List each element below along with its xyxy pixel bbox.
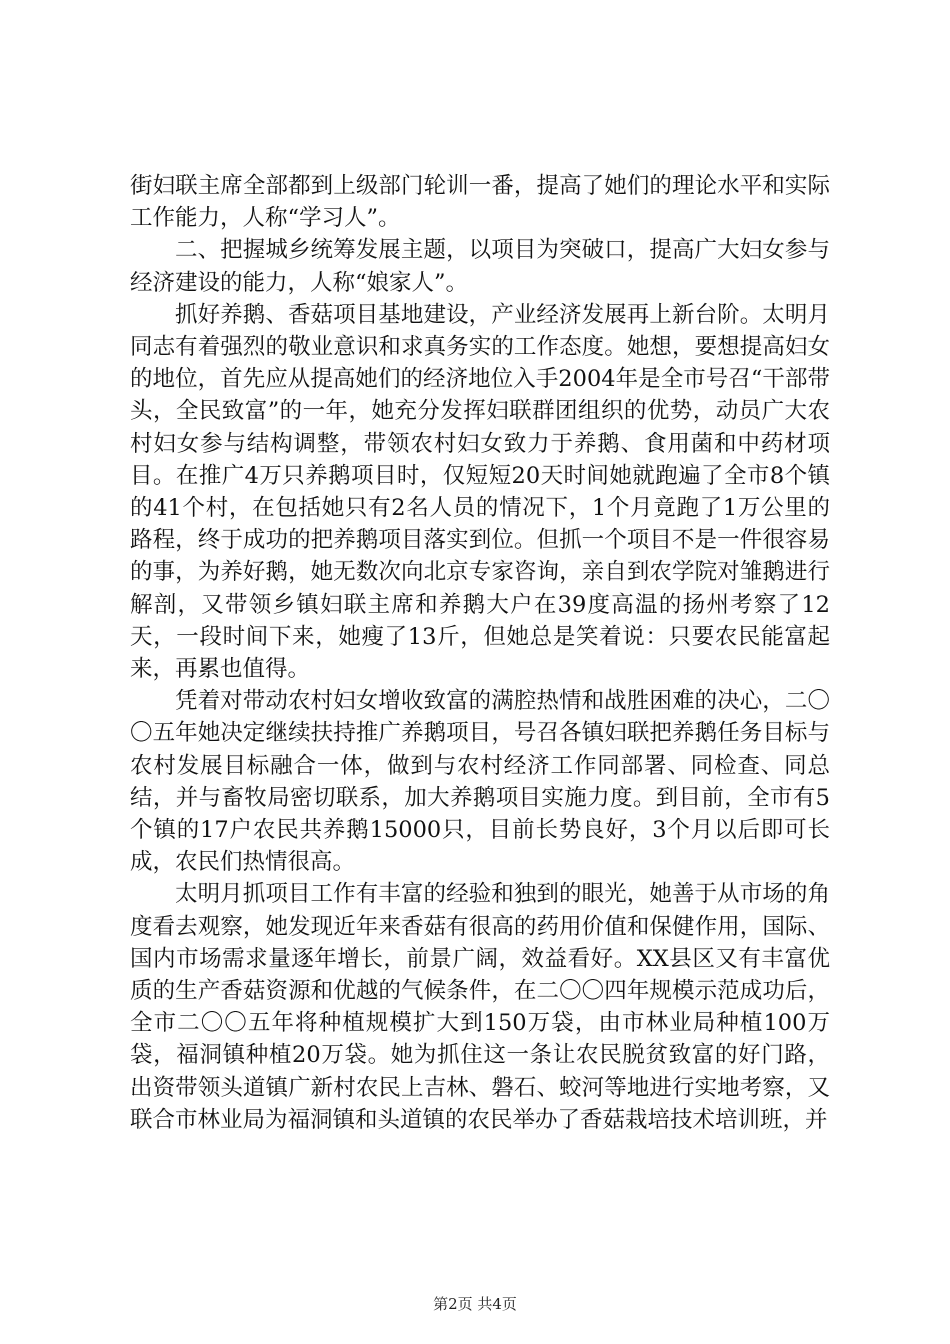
page-footer: 第2页 共4页 bbox=[433, 1295, 517, 1313]
paragraph-3: 抓好养鹅、香菇项目基地建设，产业经济发展再上新台阶。太明月同志有着强烈的敬业意识和求真务实的工作态度。她想，要想提高妇女的地位，首先应从提高她们的经济地位入手2004年是全市号召“干部带头，全民致富”的一年，她充分发挥妇联群团组织的优势，动员广大农村妇女参与结构调整，带领农村妇女致力于养鹅、食用菌和中药材项目。在推广4万只养鹅项目时，仅短短20天时间她就跑遍了全市8个镇的41个村，在包括她只有2名人员的情况下，1个月竟跑了1万公里的路程，终于成功的把养鹅项目落实到位。但抓一个项目不是一件很容易的事，为养好鹅，她无数次向北京专家咨询，亲自到农学院对雏鹅进行解剖，又带领乡镇妇联主席和养鹅大户在39度高温的扬州考察了12天，一段时间下来，她瘦了13斤，但她总是笑着说：只要农民能富起来，再累也值得。 bbox=[130, 301, 830, 683]
paragraph-1: 街妇联主席全部都到上级部门轮训一番，提高了她们的理论水平和实际工作能力，人称“学习人”。 bbox=[130, 173, 830, 232]
paragraph-5: 太明月抓项目工作有丰富的经验和独到的眼光，她善于从市场的角度看去观察，她发现近年来香菇有很高的药用价值和保健作用，国际、国内市场需求量逐年增长，前景广阔，效益看好。XX县区又有丰富优质的生产香菇资源和优越的气候条件，在二〇〇四年规模示范成功后，全市二〇〇五年将种植规模扩大到150万袋，由市林业局种植100万袋，福洞镇种植20万袋。她为抓住这一条让农民脱贫致富的好门路，出资带领头道镇广新村农民上吉林、磐石、蛟河等地进行实地考察，又联合市林业局为福洞镇和头道镇的农民举办了香菇栽培技术培训班，并 bbox=[130, 881, 830, 1133]
paragraph-2-section-heading: 二、把握城乡统筹发展主题，以项目为突破口，提高广大妇女参与经济建设的能力，人称“娘家人”。 bbox=[130, 237, 830, 296]
document-body bbox=[130, 170, 830, 1136]
paragraph-4: 凭着对带动农村妇女增收致富的满腔热情和战胜困难的决心，二〇〇五年她决定继续扶持推广养鹅项目，号召各镇妇联把养鹅任务目标与农村发展目标融合一体，做到与农村经济工作同部署、同检查、同总结，并与畜牧局密切联系，加大养鹅项目实施力度。到目前，全市有5个镇的17户农民共养鹅15000只，目前长势良好，3个月以后即可长成，农民们热情很高。 bbox=[130, 688, 830, 876]
